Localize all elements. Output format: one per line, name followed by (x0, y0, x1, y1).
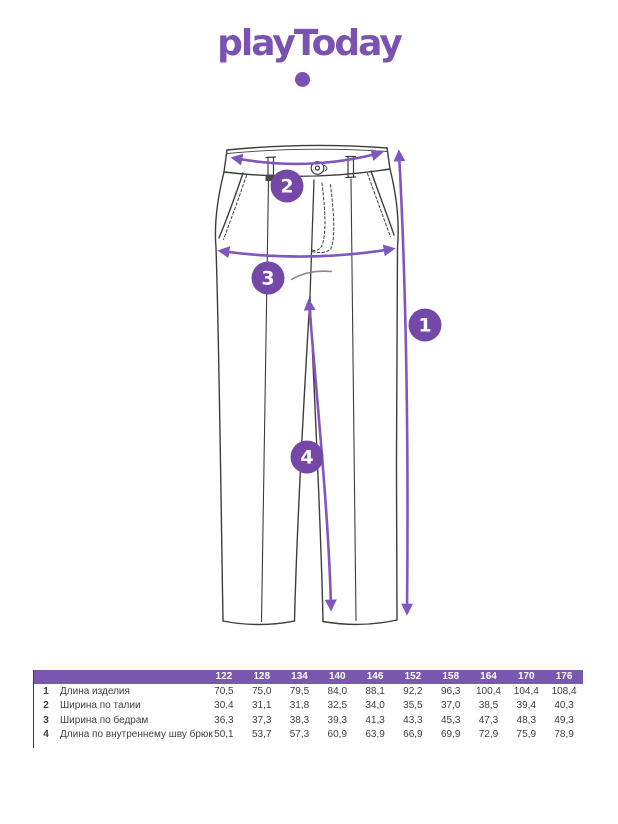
measurement-value: 37,0 (440, 700, 461, 712)
measurement-value: 104,4 (513, 685, 539, 697)
measurement-value: 48,3 (516, 714, 537, 726)
measurement-badge-3 (252, 262, 285, 295)
measurement-badge-2 (271, 170, 304, 203)
measurement-value: 34,0 (365, 700, 385, 712)
measurement-value: 75,9 (516, 729, 537, 741)
measurement-value: 96,3 (440, 685, 461, 697)
table-row (34, 728, 583, 743)
badge-number: 1 (418, 314, 432, 337)
measurement-label: Ширина по бедрам (60, 714, 149, 726)
measurement-value: 92,2 (403, 685, 423, 697)
table-row (34, 713, 583, 728)
measurement-value: 49,3 (554, 714, 574, 726)
measurement-label: Ширина по талии (60, 700, 141, 712)
size-table-corner (34, 670, 205, 684)
measurement-label-cell (34, 729, 213, 741)
measurement-number: 2 (43, 700, 49, 712)
measurement-value: 70,5 (214, 685, 234, 697)
measurement-number: 4 (43, 729, 49, 741)
measurement-value: 69,9 (440, 729, 461, 741)
measurement-value: 88,1 (365, 685, 385, 697)
measurement-label-cell (34, 686, 205, 697)
measurement-value: 84,0 (327, 685, 348, 697)
measurement-value: 30,4 (214, 700, 234, 712)
measurement-label: Длина по внутреннему шву брюк (60, 729, 213, 741)
size-column-header: 122 (215, 671, 233, 682)
measurement-number: 3 (43, 714, 49, 726)
measurement-value: 63,9 (365, 729, 385, 741)
trousers-sketch (215, 145, 398, 624)
measurement-value: 31,8 (289, 700, 310, 712)
size-column-header: 158 (442, 671, 460, 682)
size-column-header: 140 (328, 671, 346, 682)
measurement-value: 43,3 (403, 714, 423, 726)
size-column-header: 146 (366, 671, 384, 682)
measurement-value: 38,3 (289, 714, 310, 726)
measurement-number: 1 (43, 685, 49, 697)
measurement-value: 53,7 (251, 729, 272, 741)
measurement-value: 41,3 (365, 714, 385, 726)
measurement-value: 32,5 (327, 700, 348, 712)
badge-number: 4 (300, 446, 314, 469)
measurement-value: 79,5 (289, 685, 310, 697)
length-arrow (399, 153, 408, 612)
brand-logo-dot-icon (295, 72, 310, 87)
size-table-header (34, 670, 583, 684)
measurement-badge-4 (291, 441, 324, 474)
crotch-seam-sketch (292, 271, 332, 279)
measurement-value: 36,3 (214, 714, 234, 726)
measurement-value: 39,4 (516, 700, 537, 712)
brand-logo (0, 23, 618, 64)
badge-number: 2 (280, 175, 294, 198)
hip-width-arrow (221, 249, 392, 257)
waist-width-arrow (234, 153, 380, 164)
fly (310, 180, 334, 297)
size-column-header: 164 (480, 671, 497, 682)
measurement-value: 57,3 (289, 729, 310, 741)
measurement-value: 31,1 (251, 700, 272, 712)
badge-number: 3 (261, 267, 275, 290)
measurement-value: 50,1 (214, 729, 234, 741)
size-column-header: 128 (253, 671, 271, 682)
measurement-value: 60,9 (327, 729, 348, 741)
legs-outline (215, 169, 398, 625)
measurement-value: 78,9 (554, 729, 574, 741)
size-column-header: 176 (555, 671, 573, 682)
table-row (34, 699, 583, 714)
brand-logo-text: playToday (217, 23, 401, 64)
measurement-value: 75,0 (251, 685, 272, 697)
measurement-value: 40,3 (554, 700, 574, 712)
size-column-header: 134 (291, 671, 308, 682)
trousers-measurement-diagram (149, 110, 469, 655)
pocket-left (219, 173, 247, 240)
measurement-value: 37,3 (251, 714, 272, 726)
measurement-label-cell (34, 715, 205, 726)
size-column-header: 170 (517, 671, 535, 682)
measurement-value: 108,4 (551, 685, 577, 697)
measurement-value: 47,3 (478, 714, 499, 726)
size-table-body (34, 684, 583, 742)
size-table (33, 670, 583, 748)
measurement-value: 39,3 (327, 714, 348, 726)
measurement-label-cell (34, 700, 205, 711)
size-column-header: 152 (404, 671, 422, 682)
measurement-value: 38,5 (478, 700, 499, 712)
table-row (34, 684, 583, 699)
measurement-label: Длина изделия (60, 685, 130, 697)
measurement-badge-1 (409, 309, 442, 342)
measurement-value: 45,3 (440, 714, 461, 726)
measurement-value: 66,9 (403, 729, 423, 741)
pocket-right (368, 171, 395, 237)
measurement-value: 72,9 (478, 729, 499, 741)
measurement-value: 100,4 (475, 685, 501, 697)
measurement-value: 35,5 (403, 700, 423, 712)
